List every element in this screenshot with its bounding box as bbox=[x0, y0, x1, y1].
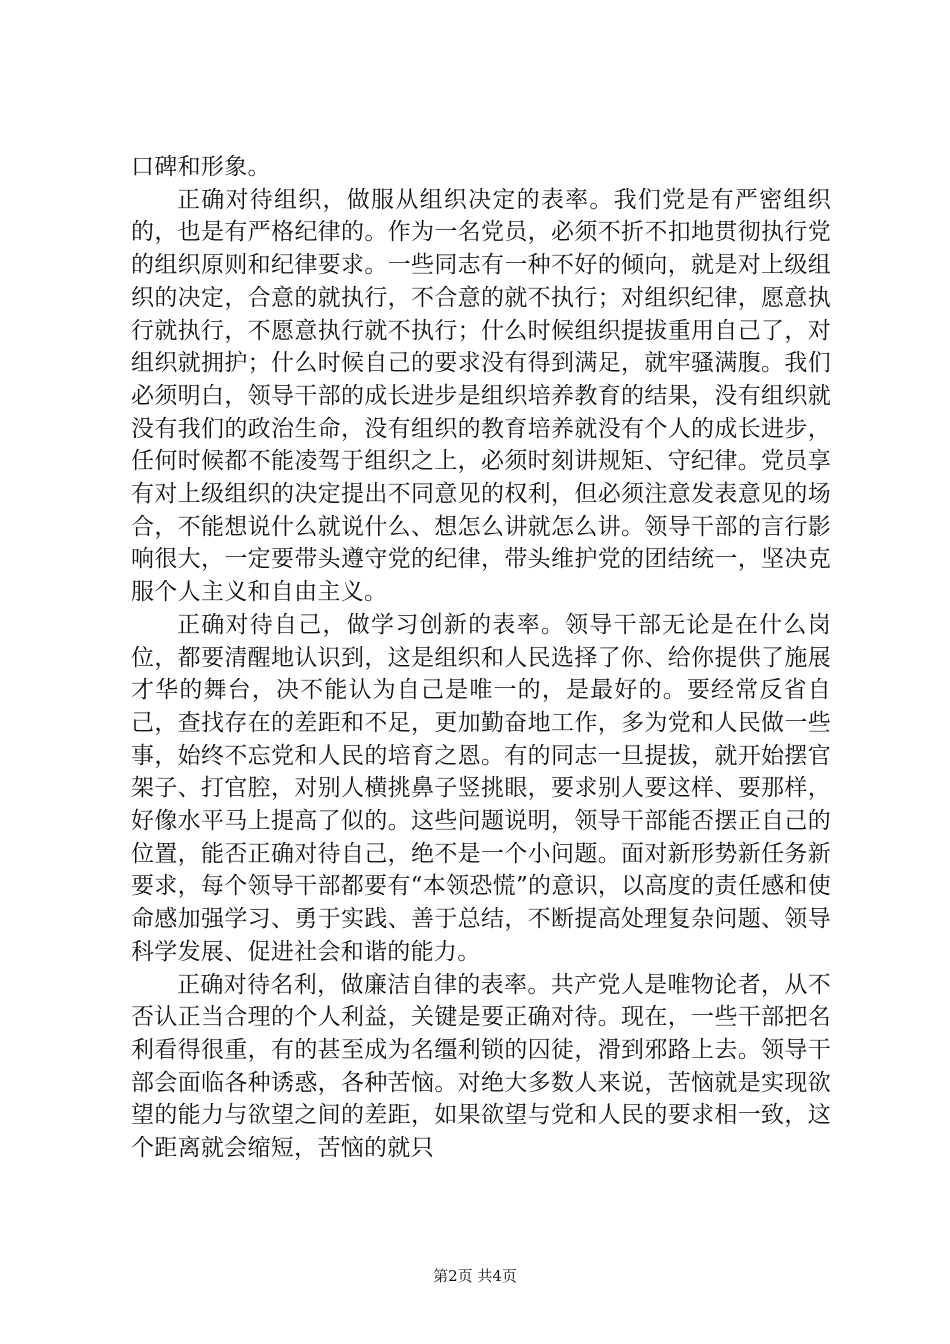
document-body bbox=[131, 151, 831, 1165]
paragraph-fame-profit: 正确对待名利，做廉洁自律的表率。共产党人是唯物论者，从不否认正当合理的个人利益，关键是要正确对待。现在，一些干部把名利看得很重，有的甚至成为名缰利锁的囚徒，滑到邪路上去。领导干部会面临各种诱惑，各种苦恼。对绝大多数人来说，苦恼就是实现欲望的能力与欲望之间的差距，如果欲望与党和人民的要求相一致，这个距离就会缩短，苦恼的就只 bbox=[131, 971, 831, 1162]
paragraph-organization: 正确对待组织，做服从组织决定的表率。我们党是有严密组织的，也是有严格纪律的。作为一名党员，必须不折不扣地贯彻执行党的组织原则和纪律要求。一些同志有一种不好的倾向，就是对上级组织的决定，合意的就执行，不合意的就不执行；对组织纪律，愿意执行就执行，不愿意执行就不执行；什么时候组织提拔重用自己了，对组织就拥护；什么时候自己的要求没有得到满足，就牢骚满腹。我们必须明白，领导干部的成长进步是组织培养教育的结果，没有组织就没有我们的政治生命，没有组织的教育培养就没有个人的成长进步，任何时候都不能凌驾于组织之上，必须时刻讲规矩、守纪律。党员享有对上级组织的决定提出不同意见的权利，但必须注意发表意见的场合，不能想说什么就说什么、想怎么讲就怎么讲。领导干部的言行影响很大，一定要带头遵守党的纪律，带头维护党的团结统一，坚决克服个人主义和自由主义。 bbox=[131, 186, 831, 606]
page-number-footer: 第2页 共4页 bbox=[433, 1267, 517, 1285]
paragraph-self: 正确对待自己，做学习创新的表率。领导干部无论是在什么岗位，都要清醒地认识到，这是组织和人民选择了你、给你提供了施展才华的舞台，决不能认为自己是唯一的，是最好的。要经常反省自己，查找存在的差距和不足，更加勤奋地工作，多为党和人民做一些事，始终不忘党和人民的培育之恩。有的同志一旦提拔，就开始摆官架子、打官腔，对别人横挑鼻子竖挑眼，要求别人要这样、要那样，好像水平马上提高了似的。这些问题说明，领导干部能否摆正自己的位置，能否正确对待自己，绝不是一个小问题。面对新形势新任务新要求，每个领导干部都要有“本领恐慌”的意识，以高度的责任感和使命感加强学习、勇于实践、善于总结，不断提高处理复杂问题、领导科学发展、促进社会和谐的能力。 bbox=[131, 611, 831, 965]
paragraph-continuation: 口碑和形象。 bbox=[131, 154, 271, 180]
